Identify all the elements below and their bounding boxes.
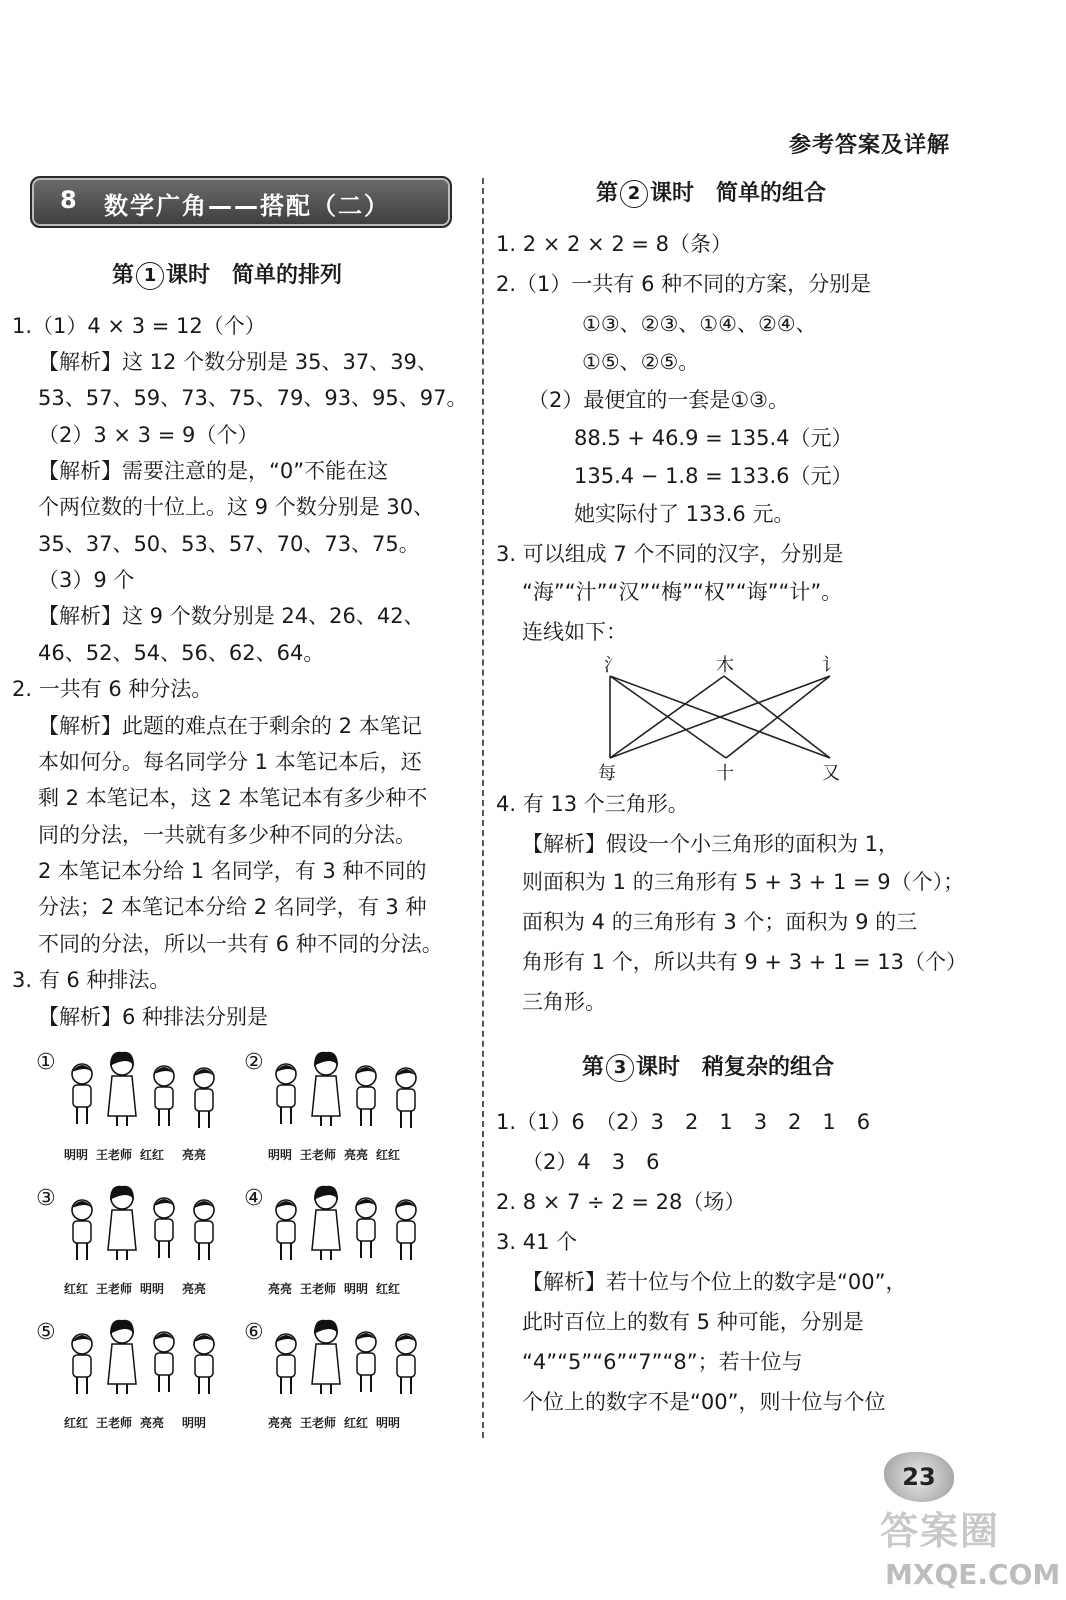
l1-line-13: 剩 2 本笔记本，这 2 本笔记本有多少种不 [38, 786, 428, 810]
name: 红红 [64, 1282, 89, 1296]
l2-line-9: “海”“汁”“汉”“梅”“权”“诲”“计”。 [522, 580, 843, 604]
l1-line-9: 46、52、54、56、62、64。 [38, 641, 325, 665]
arrangement-4-names [268, 1280, 408, 1297]
radical-bottom-3: 又 [822, 763, 840, 784]
lesson2-num: 2 [620, 180, 648, 208]
name: 红红 [344, 1416, 369, 1430]
name: 王老师 [300, 1282, 337, 1296]
l1-line-8: 【解析】这 9 个数分别是 24、26、42、 [38, 604, 425, 628]
name: 王老师 [300, 1416, 337, 1430]
l2-line-2: ①③、②③、①④、②④、 [582, 312, 817, 336]
name: 亮亮 [140, 1416, 165, 1430]
radical-matching-diagram [596, 652, 846, 782]
l2-line-1: 2.（1）一共有 6 种不同的方案，分别是 [496, 272, 872, 296]
name: 明明 [140, 1282, 165, 1296]
l1-line-1: 【解析】这 12 个数分别是 35、37、39、 [38, 350, 438, 374]
lesson3-prefix: 第 [582, 1055, 605, 1080]
arrangement-1-figures [60, 1050, 230, 1140]
l1-line-17: 不同的分法，所以一共有 6 种不同的分法。 [38, 932, 443, 956]
name: 王老师 [96, 1416, 133, 1430]
lesson3-title [582, 1050, 834, 1082]
arrangement-6-names [268, 1414, 408, 1431]
arrangement-3-number: ③ [36, 1186, 56, 1211]
matching-lines [596, 674, 846, 762]
name: 亮亮 [344, 1148, 369, 1162]
arrangement-2-number: ② [244, 1050, 264, 1075]
arrangement-4-figures [266, 1184, 436, 1276]
l1-line-11: 【解析】此题的难点在于剩余的 2 本笔记 [38, 714, 422, 738]
chapter-number: 8 [60, 186, 77, 214]
radical-top-2: 木 [716, 655, 734, 676]
arrangement-2-figures [266, 1050, 436, 1140]
chapter-title: 数学广角——搭配（二） [104, 192, 390, 220]
lesson2-title [596, 176, 826, 208]
name: 王老师 [300, 1148, 337, 1162]
l1-line-19: 【解析】6 种排法分别是 [38, 1005, 269, 1029]
l3-line-0: 1.（1）6 （2）3 2 1 3 2 1 6 [496, 1110, 871, 1134]
l2-line-6: 135.4 − 1.8 = 133.6（元） [574, 464, 853, 488]
l3-line-1: （2）4 3 6 [522, 1150, 660, 1174]
lesson2-prefix: 第 [596, 181, 619, 206]
page-number-badge: 23 [884, 1452, 954, 1502]
lesson1-num: 1 [136, 262, 164, 290]
l1-line-14: 同的分法，一共就有多少种不同的分法。 [38, 823, 416, 847]
lesson1-prefix: 第 [112, 263, 135, 288]
name: 明明 [376, 1416, 401, 1430]
name: 红红 [376, 1282, 401, 1296]
arrangement-3-figures [60, 1184, 230, 1276]
lesson2-suffix: 课时 简单的组合 [650, 181, 827, 206]
l1-line-5: 个两位数的十位上。这 9 个数分别是 30、 [38, 495, 435, 519]
name: 亮亮 [268, 1282, 293, 1296]
watermark-url: MXQE.COM [885, 1558, 1061, 1591]
arrangement-2-names [268, 1146, 408, 1163]
l1-line-4: 【解析】需要注意的是，“0”不能在这 [38, 459, 389, 483]
lesson1-suffix: 课时 简单的排列 [166, 263, 343, 288]
name: 红红 [376, 1148, 401, 1162]
arrangement-4-number: ④ [244, 1186, 264, 1211]
column-divider [482, 178, 484, 1438]
radical-bottom-1: 每 [598, 763, 616, 784]
l2-line-7: 她实际付了 133.6 元。 [574, 502, 795, 526]
arrangement-6-number: ⑥ [244, 1320, 264, 1345]
radical-top-3: 讠 [822, 655, 840, 676]
arrangement-1-number: ① [36, 1050, 56, 1075]
l2-line-0: 1. 2 × 2 × 2 = 8（条） [496, 232, 732, 256]
l2-line-8: 3. 可以组成 7 个不同的汉字，分别是 [496, 542, 844, 566]
l2-line-10: 连线如下： [522, 620, 627, 644]
radical-top-1: 氵 [604, 655, 622, 676]
l1-line-3: （2）3 × 3 = 9（个） [38, 423, 259, 447]
radical-bottom-2: 十 [716, 763, 734, 784]
l1-line-12: 本如何分。每名同学分 1 本笔记本后，还 [38, 750, 422, 774]
l2-line-15: 角形有 1 个，所以共有 9 + 3 + 1 = 13（个） [522, 950, 968, 974]
l3-line-7: 个位上的数字不是“00”，则十位与个位 [522, 1390, 886, 1414]
name: 红红 [64, 1416, 89, 1430]
name: 亮亮 [268, 1416, 293, 1430]
page-header-title: 参考答案及详解 [788, 132, 950, 158]
l2-line-16: 三角形。 [522, 990, 606, 1014]
lesson3-num: 3 [606, 1054, 634, 1082]
name: 明明 [268, 1148, 293, 1162]
l1-line-2: 53、57、59、73、75、79、93、95、97。 [38, 386, 468, 410]
l3-line-5: 此时百位上的数有 5 种可能，分别是 [522, 1310, 864, 1334]
arrangement-5-number: ⑤ [36, 1320, 56, 1345]
l2-line-13: 则面积为 1 的三角形有 5 + 3 + 1 = 9（个）； [522, 870, 965, 894]
l2-line-3: ①⑤、②⑤。 [582, 350, 700, 374]
l3-line-6: “4”“5”“6”“7”“8”；若十位与 [522, 1350, 803, 1374]
l1-line-7: （3）9 个 [38, 568, 135, 592]
l3-line-3: 3. 41 个 [496, 1230, 578, 1254]
name: 红红 [140, 1148, 165, 1162]
name: 王老师 [96, 1148, 133, 1162]
arrangement-6-figures [266, 1318, 436, 1410]
l2-line-14: 面积为 4 的三角形有 3 个；面积为 9 的三 [522, 910, 918, 934]
name: 王老师 [96, 1282, 133, 1296]
lesson3-suffix: 课时 稍复杂的组合 [636, 1055, 835, 1080]
arrangement-5-figures [60, 1318, 230, 1410]
l1-line-18: 3. 有 6 种排法。 [12, 968, 171, 992]
chapter-banner [30, 176, 452, 228]
l1-line-0: 1.（1）4 × 3 = 12（个） [12, 314, 266, 338]
l1-line-16: 分法；2 本笔记本分给 2 名同学，有 3 种 [38, 895, 427, 919]
name: 明明 [182, 1416, 207, 1430]
l3-line-2: 2. 8 × 7 ÷ 2 = 28（场） [496, 1190, 746, 1214]
l3-line-4: 【解析】若十位与个位上的数字是“00”， [522, 1270, 907, 1294]
l2-line-4: （2）最便宜的一套是①③。 [528, 388, 790, 412]
l1-line-6: 35、37、50、53、57、70、73、75。 [38, 532, 420, 556]
l2-line-5: 88.5 + 46.9 = 135.4（元） [574, 426, 853, 450]
name: 亮亮 [182, 1282, 207, 1296]
watermark-logo: 答案圈 [880, 1509, 1001, 1553]
lesson1-title [112, 258, 342, 290]
arrangement-1-names [64, 1146, 214, 1163]
name: 亮亮 [182, 1148, 207, 1162]
l1-line-10: 2. 一共有 6 种分法。 [12, 677, 213, 701]
name: 明明 [344, 1282, 369, 1296]
arrangement-5-names [64, 1414, 214, 1431]
name: 明明 [64, 1148, 89, 1162]
arrangement-3-names [64, 1280, 214, 1297]
l2-line-12: 【解析】假设一个小三角形的面积为 1， [522, 832, 900, 856]
l2-line-11: 4. 有 13 个三角形。 [496, 792, 689, 816]
l1-line-15: 2 本笔记本分给 1 名同学，有 3 种不同的 [38, 859, 427, 883]
